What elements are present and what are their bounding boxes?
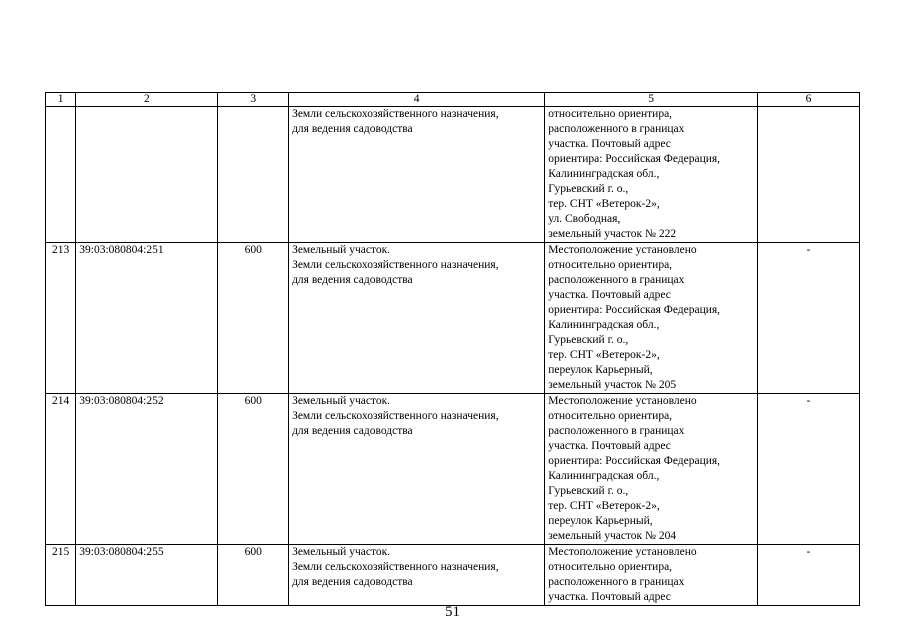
location-line: земельный участок № 205 (548, 379, 677, 391)
location-line: земельный участок № 204 (548, 530, 677, 542)
row-number: 215 (46, 545, 76, 606)
location-line: участка. Почтовый адрес (548, 289, 671, 301)
table-row (46, 243, 860, 394)
location-line: ориентира: Российская Федерация, (548, 304, 721, 316)
plot-location (545, 545, 758, 606)
column-header-1: 1 (46, 93, 76, 107)
location-line: Калининградская обл., (548, 319, 660, 331)
location-line: относительно ориентира, (548, 108, 673, 120)
location-line: участка. Почтовый адрес (548, 591, 671, 603)
location-line: ориентира: Российская Федерация, (548, 153, 721, 165)
category-line: для ведения садоводства (292, 425, 413, 437)
column-header-5: 5 (545, 93, 758, 107)
category-line: Земельный участок. (292, 244, 391, 256)
row-number: 214 (46, 394, 76, 545)
plot-location (545, 394, 758, 545)
location-line: относительно ориентира, (548, 410, 673, 422)
plot-location (545, 107, 758, 243)
location-line: Местоположение установлено (548, 546, 697, 558)
plot-category (289, 107, 545, 243)
plot-category (289, 545, 545, 606)
cadastral-number: 39:03:080804:252 (76, 394, 218, 545)
page-number: 51 (445, 604, 460, 620)
location-line: относительно ориентира, (548, 259, 673, 271)
plot-category (289, 394, 545, 545)
location-line: Местоположение установлено (548, 395, 697, 407)
column-header-4: 4 (289, 93, 545, 107)
location-line: ул. Свободная, (548, 213, 621, 225)
column-header-2: 2 (76, 93, 218, 107)
category-line: Земельный участок. (292, 395, 391, 407)
row-number: 213 (46, 243, 76, 394)
category-line: для ведения садоводства (292, 123, 413, 135)
plot-location (545, 243, 758, 394)
category-line: Земельный участок. (292, 546, 391, 558)
category-line: Земли сельскохозяйственного назначения, (292, 561, 499, 573)
row-number (46, 107, 76, 243)
cadastral-number: 39:03:080804:255 (76, 545, 218, 606)
location-line: Местоположение установлено (548, 244, 697, 256)
location-line: тер. СНТ «Ветерок-2», (548, 500, 660, 512)
location-line: расположенного в границах (548, 576, 685, 588)
location-line: Гурьевский г. о., (548, 334, 629, 346)
plot-area (218, 107, 289, 243)
column-header-3: 3 (218, 93, 289, 107)
plot-note: - (758, 545, 860, 606)
location-line: расположенного в границах (548, 425, 685, 437)
plot-area: 600 (218, 545, 289, 606)
location-line: земельный участок № 222 (548, 228, 677, 240)
category-line: Земли сельскохозяйственного назначения, (292, 410, 499, 422)
plot-category (289, 243, 545, 394)
location-line: Гурьевский г. о., (548, 485, 629, 497)
plot-note (758, 107, 860, 243)
table-row (46, 107, 860, 243)
location-line: участка. Почтовый адрес (548, 440, 671, 452)
column-header-6: 6 (758, 93, 860, 107)
table-row (46, 545, 860, 606)
category-line: для ведения садоводства (292, 576, 413, 588)
plot-area: 600 (218, 243, 289, 394)
category-line: Земли сельскохозяйственного назначения, (292, 259, 499, 271)
plot-note: - (758, 394, 860, 545)
location-line: тер. СНТ «Ветерок-2», (548, 198, 660, 210)
location-line: относительно ориентира, (548, 561, 673, 573)
plot-note: - (758, 243, 860, 394)
location-line: Гурьевский г. о., (548, 183, 629, 195)
table-row (46, 394, 860, 545)
location-line: переулок Карьерный, (548, 515, 653, 527)
location-line: расположенного в границах (548, 274, 685, 286)
location-line: ориентира: Российская Федерация, (548, 455, 721, 467)
location-line: расположенного в границах (548, 123, 685, 135)
column-number-row (46, 93, 860, 107)
location-line: участка. Почтовый адрес (548, 138, 671, 150)
category-line: для ведения садоводства (292, 274, 413, 286)
location-line: тер. СНТ «Ветерок-2», (548, 349, 660, 361)
land-plot-table (45, 92, 860, 606)
category-line: Земли сельскохозяйственного назначения, (292, 108, 499, 120)
plot-area: 600 (218, 394, 289, 545)
location-line: переулок Карьерный, (548, 364, 653, 376)
location-line: Калининградская обл., (548, 168, 660, 180)
cadastral-number (76, 107, 218, 243)
cadastral-number: 39:03:080804:251 (76, 243, 218, 394)
location-line: Калининградская обл., (548, 470, 660, 482)
